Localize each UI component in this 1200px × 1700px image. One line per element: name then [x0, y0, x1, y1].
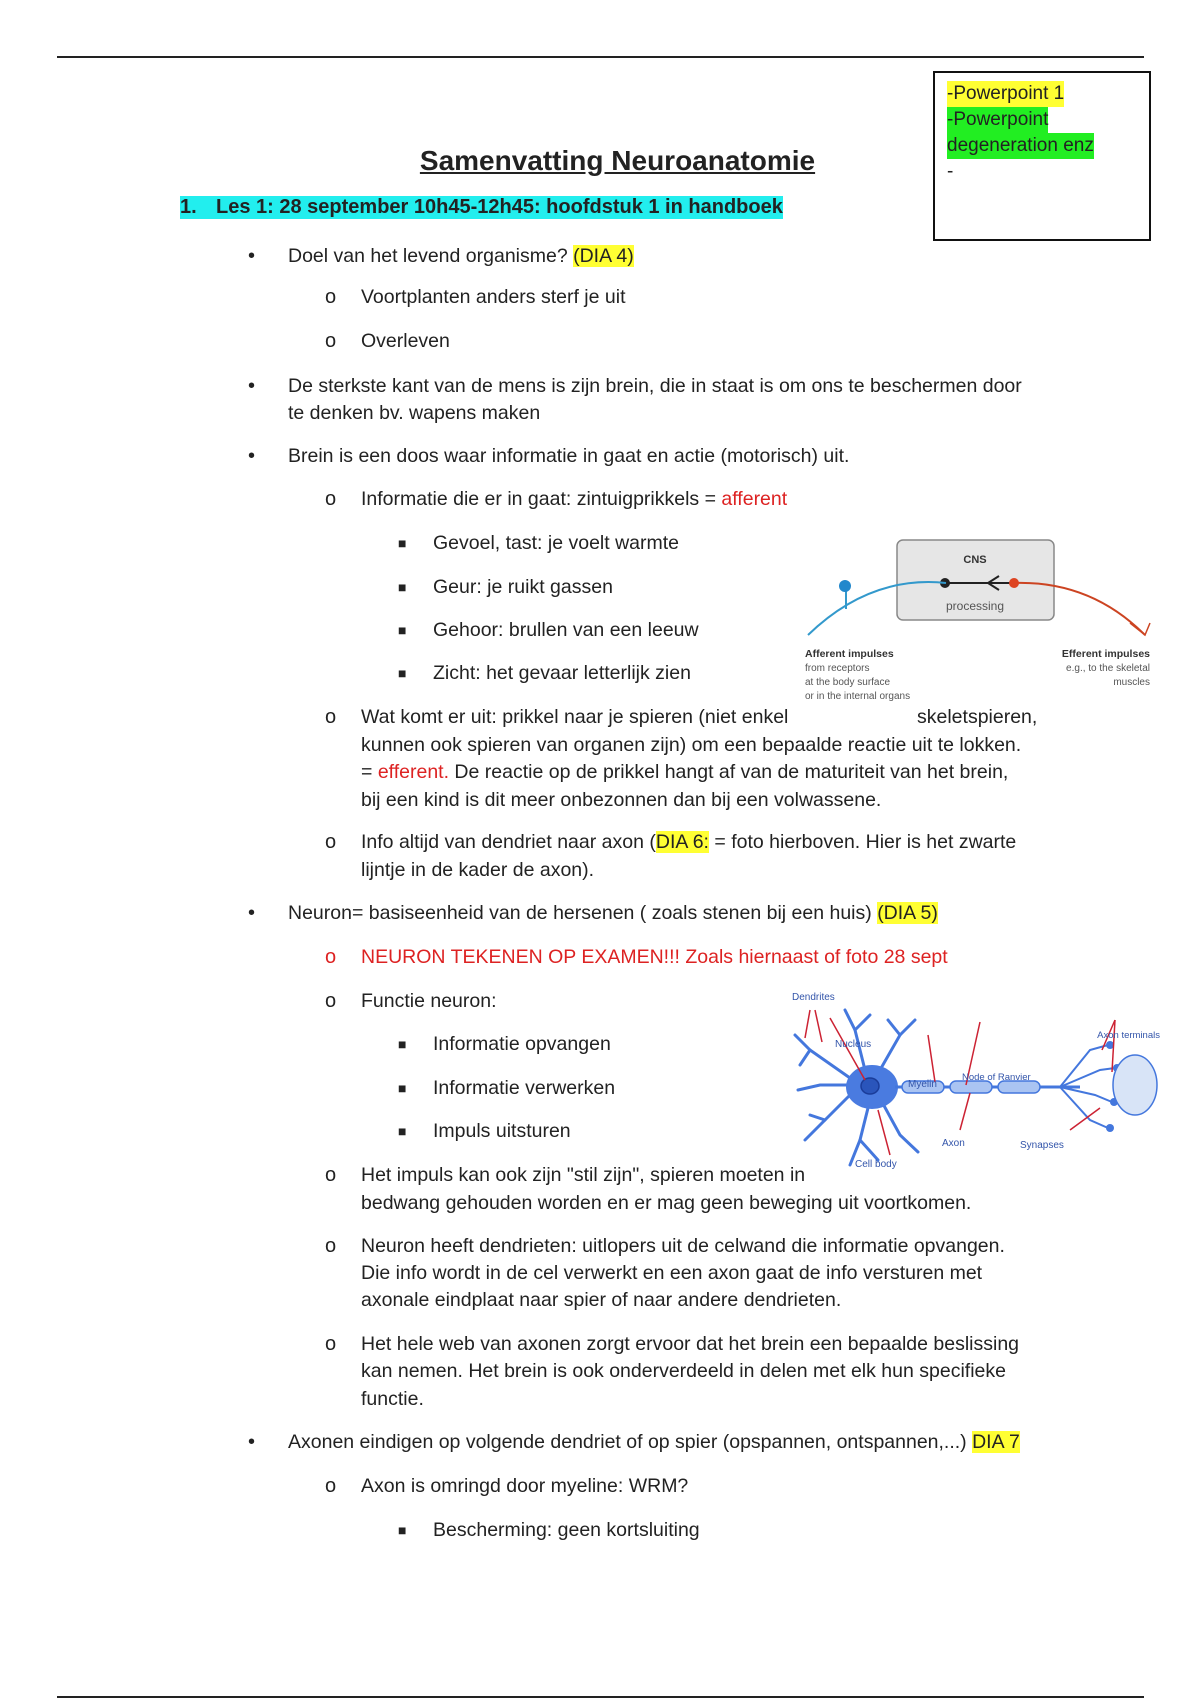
afferent-receptor-dot — [839, 580, 851, 592]
item-text: Neuron= basiseenheid van de hersenen ( zoals stenen bij een huis) — [288, 902, 878, 924]
list-item-continuation: bedwang gehouden worden en er mag geen beweging uit voortkomen. — [361, 1192, 972, 1214]
list-item-continuation: kunnen ook spieren van organen zijn) om een bepaalde reactie uit te lokken. — [361, 734, 1022, 756]
sidebox-line-2: -Powerpoint — [947, 107, 1048, 133]
list-item: Neuron heeft dendrieten: uitlopers uit de celwand die informatie opvangen. — [361, 1235, 1005, 1257]
bullet-icon: • — [248, 375, 256, 397]
item-text: De reactie op de prikkel hangt af van de maturiteit van het brein, — [449, 761, 1009, 783]
target-cell — [1113, 1055, 1157, 1115]
item-text: Doel van het levend organisme? — [288, 245, 574, 267]
list-item-continuation: axonale eindplaat naar spier of naar andere dendrieten. — [361, 1289, 842, 1311]
square-bullet-icon: ■ — [398, 622, 407, 638]
circle-bullet-icon: o — [325, 946, 337, 968]
afferent-line-3: or in the internal organs — [805, 691, 911, 702]
circle-bullet-icon: o — [325, 286, 337, 308]
nucleus — [861, 1078, 879, 1094]
cns-diagram — [800, 535, 1155, 705]
list-item: Impuls uitsturen — [433, 1120, 571, 1142]
label-synapses: Synapses — [1020, 1140, 1064, 1151]
efferent-node — [1009, 578, 1019, 588]
dia-ref: (DIA 5) — [877, 902, 938, 924]
list-item: Axon is omringd door myeline: WRM? — [361, 1475, 689, 1497]
list-item: Gehoor: brullen van een leeuw — [433, 619, 699, 641]
afferent-line-1: from receptors — [805, 663, 870, 674]
list-item-continuation: te denken bv. wapens maken — [288, 402, 541, 424]
list-item: Zicht: het gevaar letterlijk zien — [433, 662, 691, 684]
dia-ref: DIA 7 — [972, 1431, 1020, 1453]
label-axon-terminals: Axon terminals — [1097, 1030, 1160, 1041]
list-item: Brein is een doos waar informatie in gaat en actie (motorisch) uit. — [288, 445, 850, 467]
item-text: Axonen eindigen op volgende dendriet of op spier (opspannen, ontspannen,...) — [288, 1431, 973, 1453]
sidebox-line-4: - — [947, 161, 954, 182]
item-text: = foto hierboven. Hier is het zwarte — [708, 831, 1017, 853]
dia-ref: DIA 6: — [655, 831, 709, 853]
list-item: De sterkste kant van de mens is zijn brein, die in staat is om ons te beschermen door — [288, 375, 1022, 397]
item-text: = — [361, 761, 378, 783]
circle-bullet-icon: o — [325, 831, 337, 853]
circle-bullet-icon: o — [325, 1475, 337, 1497]
label-myelin: Myelin — [908, 1079, 937, 1090]
bullet-icon: • — [248, 445, 256, 467]
label-node-of-ranvier: Node of Ranvier — [962, 1072, 1031, 1083]
page-title: Samenvatting Neuroanatomie — [419, 145, 816, 176]
circle-bullet-icon: o — [325, 1235, 337, 1257]
afferent-title: Afferent impulses — [805, 648, 894, 660]
list-item-continuation: kan nemen. Het brein is ook onderverdeeld in delen met elk hun specifieke — [361, 1360, 1006, 1382]
circle-bullet-icon: o — [325, 990, 337, 1012]
item-text: Informatie die er in gaat: zintuigprikkels = — [361, 488, 722, 510]
bottom-rule — [57, 1696, 1144, 1698]
circle-bullet-icon: o — [325, 1333, 337, 1355]
list-item: Wat komt er uit: prikkel naar je spieren (niet enkel — [361, 706, 789, 728]
list-item: Bescherming: geen kortsluiting — [433, 1519, 700, 1541]
efferent-title: Efferent impulses — [1061, 648, 1150, 660]
list-item: Het hele web van axonen zorgt ervoor dat het brein een bepaalde beslissing — [361, 1333, 1020, 1355]
list-item-fragment: skeletspieren, — [917, 706, 1038, 728]
list-item: Voortplanten anders sterf je uit — [361, 286, 626, 308]
list-item-continuation — [361, 759, 1008, 786]
list-item: Overleven — [361, 330, 450, 352]
processing-label: processing — [945, 599, 1005, 613]
bullet-icon: • — [248, 902, 256, 924]
label-cell-body: Cell body — [855, 1159, 897, 1170]
square-bullet-icon: ■ — [398, 1123, 407, 1139]
circle-bullet-icon: o — [325, 1164, 337, 1186]
square-bullet-icon: ■ — [398, 1522, 407, 1538]
square-bullet-icon: ■ — [398, 579, 407, 595]
list-item-continuation: functie. — [361, 1388, 424, 1410]
list-item-continuation: bij een kind is dit meer onbezonnen dan bij een volwassene. — [361, 789, 882, 811]
list-item: Functie neuron: — [361, 990, 497, 1012]
square-bullet-icon: ■ — [398, 1036, 407, 1052]
list-item: Het impuls kan ook zijn "stil zijn", spieren moeten in — [361, 1164, 806, 1186]
afferent-term: afferent — [721, 488, 788, 510]
item-text: Info altijd van dendriet naar axon ( — [361, 831, 656, 853]
list-item — [288, 900, 938, 927]
list-item — [288, 243, 634, 270]
list-item — [361, 486, 787, 513]
list-item: Gevoel, tast: je voelt warmte — [433, 532, 680, 554]
dia-ref: (DIA 4) — [573, 245, 634, 267]
list-item: Informatie verwerken — [433, 1077, 616, 1099]
circle-bullet-icon: o — [325, 488, 337, 510]
circle-bullet-icon: o — [325, 330, 337, 352]
list-item: Geur: je ruikt gassen — [433, 576, 613, 598]
efferent-line-2: muscles — [1113, 677, 1150, 688]
sidebox-line-3: degeneration enz — [947, 133, 1094, 159]
cns-label: CNS — [963, 554, 987, 566]
heading-text: Les 1: 28 september 10h45-12h45: hoofdstuk 1 in handboek — [216, 196, 783, 218]
square-bullet-icon: ■ — [398, 665, 407, 681]
section-heading — [180, 196, 783, 219]
sidebox-line-1: -Powerpoint 1 — [947, 81, 1064, 107]
efferent-term: efferent. — [377, 761, 450, 783]
list-item — [288, 1429, 1020, 1456]
label-axon: Axon — [942, 1138, 965, 1149]
label-dendrites: Dendrites — [792, 992, 835, 1003]
list-item-continuation: Die info wordt in de cel verwerkt en een axon gaat de info versturen met — [361, 1262, 983, 1284]
list-item-continuation: lijntje in de kader de axon). — [361, 859, 595, 881]
circle-bullet-icon: o — [325, 706, 337, 728]
list-item — [361, 829, 1016, 856]
top-rule — [57, 56, 1144, 58]
heading-number: 1. — [180, 196, 197, 218]
square-bullet-icon: ■ — [398, 535, 407, 551]
bullet-icon: • — [248, 245, 256, 267]
list-item: Informatie opvangen — [433, 1033, 611, 1055]
label-nucleus: Nucleus — [835, 1039, 872, 1050]
list-item: NEURON TEKENEN OP EXAMEN!!! Zoals hiernaast of foto 28 sept — [361, 946, 948, 968]
neuron-diagram — [790, 990, 1165, 1185]
square-bullet-icon: ■ — [398, 1080, 407, 1096]
bullet-icon: • — [248, 1431, 256, 1453]
efferent-line-1: e.g., to the skeletal — [1066, 663, 1150, 674]
afferent-line-2: at the body surface — [805, 677, 891, 688]
